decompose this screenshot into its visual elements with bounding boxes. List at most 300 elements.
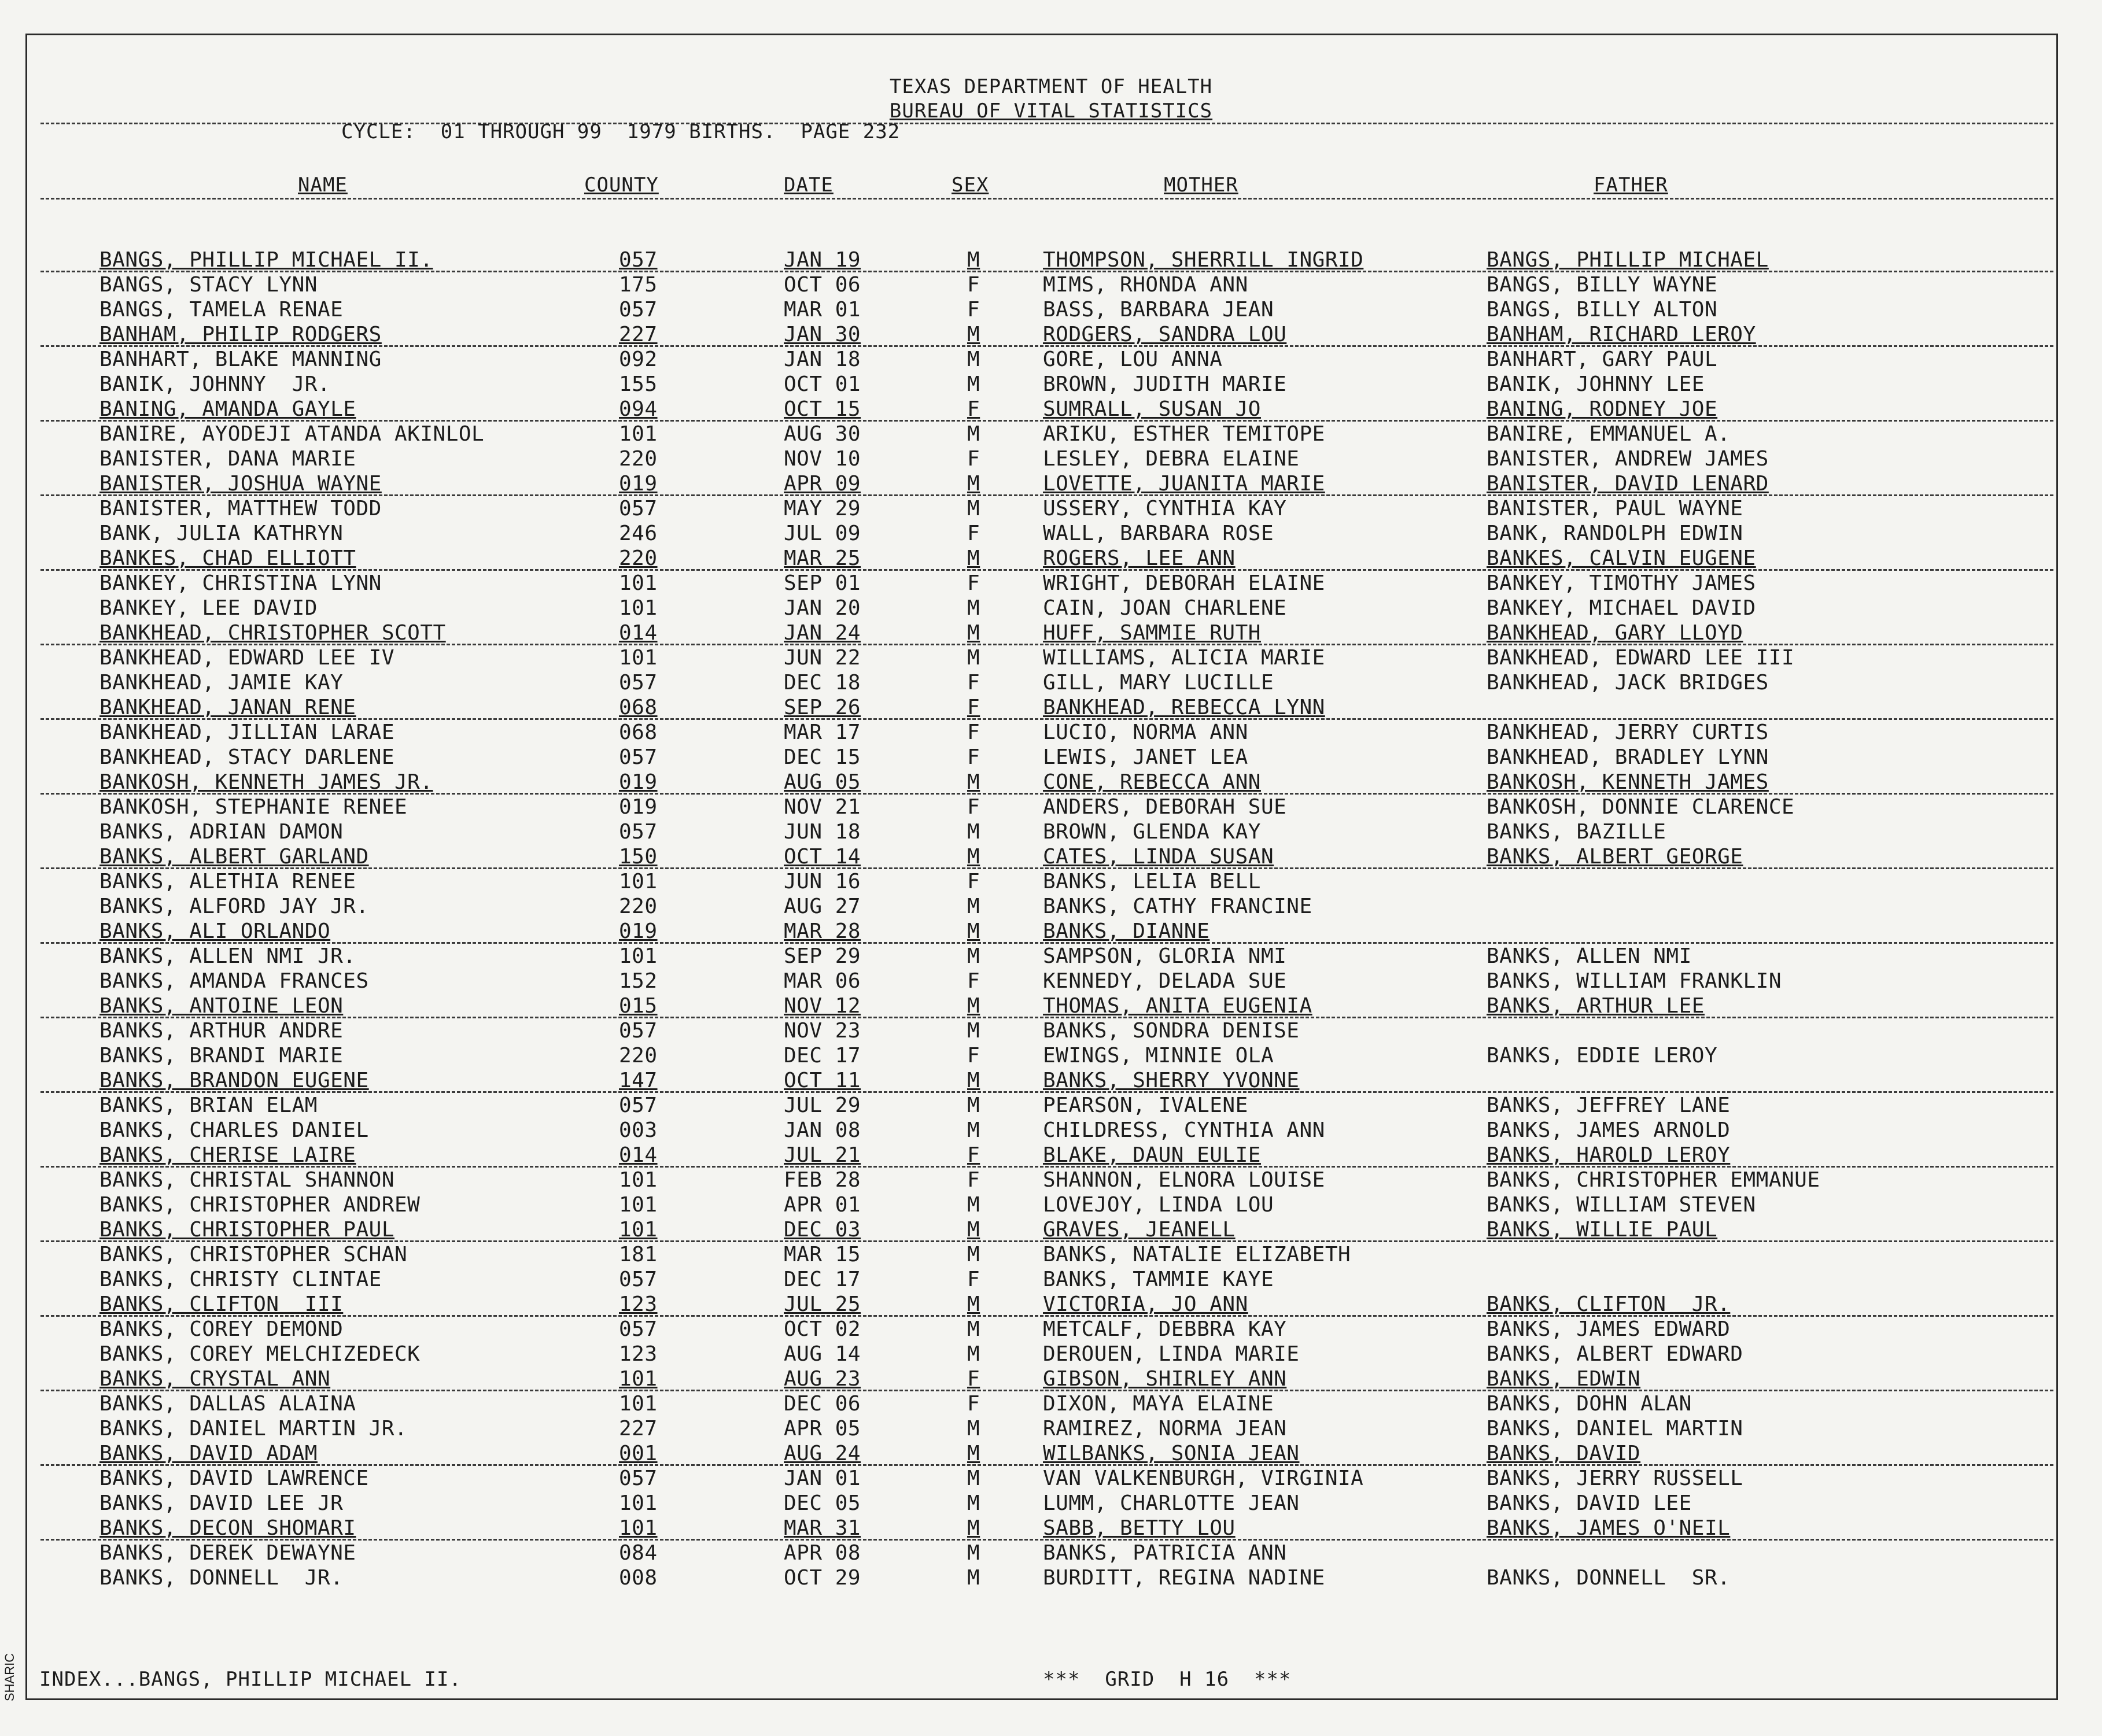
- record-row: [0, 1366, 2102, 1391]
- record-row: [0, 272, 2102, 297]
- record-mother: ANDERS, DEBORAH SUE: [1043, 795, 1287, 819]
- record-county: 101: [619, 1516, 658, 1540]
- record-mother: BANKS, DIANNE: [1043, 919, 1210, 943]
- record-date: JAN 30: [784, 323, 861, 346]
- record-mother: CHILDRESS, CYNTHIA ANN: [1043, 1118, 1325, 1142]
- record-row: [0, 1541, 2102, 1565]
- record-date: DEC 03: [784, 1218, 861, 1242]
- record-sex: M: [967, 994, 980, 1018]
- bureau-title: BUREAU OF VITAL STATISTICS: [889, 99, 1213, 123]
- record-county: 101: [619, 1392, 658, 1416]
- record-mother: GILL, MARY LUCILLE: [1043, 671, 1274, 695]
- record-sex: F: [967, 721, 980, 744]
- record-county: 220: [619, 546, 658, 570]
- record-father: BANKEY, TIMOTHY JAMES: [1487, 571, 1756, 595]
- record-county: 015: [619, 994, 658, 1018]
- record-sex: M: [967, 1417, 980, 1440]
- record-name: BANKS, ALI ORLANDO: [99, 919, 331, 943]
- record-mother: LESLEY, DEBRA ELAINE: [1043, 447, 1300, 471]
- record-sex: M: [967, 1541, 980, 1565]
- record-name: BANKS, BRANDI MARIE: [99, 1044, 344, 1068]
- record-sex: M: [967, 422, 980, 446]
- record-county: 057: [619, 497, 658, 520]
- record-row: [0, 1018, 2102, 1043]
- record-mother: BANKHEAD, REBECCA LYNN: [1043, 696, 1325, 719]
- record-name: BANKS, DONNELL JR.: [99, 1566, 344, 1590]
- record-county: 008: [619, 1566, 658, 1590]
- record-father: BANGS, BILLY ALTON: [1487, 298, 1718, 322]
- record-mother: GORE, LOU ANNA: [1043, 348, 1223, 371]
- record-date: JAN 01: [784, 1467, 861, 1490]
- record-date: JUL 25: [784, 1292, 861, 1316]
- record-sex: F: [967, 671, 980, 695]
- record-county: 150: [619, 845, 658, 869]
- record-mother: BANKS, LELIA BELL: [1043, 870, 1261, 893]
- record-date: JUN 16: [784, 870, 861, 893]
- record-sex: M: [967, 621, 980, 645]
- record-county: 019: [619, 919, 658, 943]
- record-date: JAN 24: [784, 621, 861, 645]
- record-father: BANKEY, MICHAEL DAVID: [1487, 596, 1756, 620]
- record-father: BANKS, JEFFREY LANE: [1487, 1094, 1731, 1117]
- index-footer: INDEX...BANGS, PHILLIP MICHAEL II.: [39, 1668, 462, 1691]
- record-name: BANKHEAD, JAMIE KAY: [99, 671, 344, 695]
- record-mother: BANKS, PATRICIA ANN: [1043, 1541, 1287, 1565]
- record-date: DEC 18: [784, 671, 861, 695]
- record-father: BANKS, WILLIAM FRANKLIN: [1487, 969, 1782, 993]
- record-row: [0, 819, 2102, 844]
- record-county: 057: [619, 745, 658, 769]
- record-name: BANKS, CRYSTAL ANN: [99, 1367, 331, 1391]
- record-name: BANKES, CHAD ELLIOTT: [99, 546, 356, 570]
- column-header-sex: SEX: [952, 173, 989, 197]
- record-row: [0, 422, 2102, 446]
- record-row: [0, 993, 2102, 1018]
- record-name: BANKS, COREY MELCHIZEDECK: [99, 1342, 421, 1366]
- record-county: 220: [619, 447, 658, 471]
- record-row: [0, 322, 2102, 347]
- record-county: 101: [619, 646, 658, 670]
- record-date: NOV 12: [784, 994, 861, 1018]
- record-row: [0, 546, 2102, 571]
- record-name: BANGS, TAMELA RENAE: [99, 298, 344, 322]
- record-row: [0, 1416, 2102, 1441]
- record-date: OCT 14: [784, 845, 861, 869]
- record-date: MAY 29: [784, 497, 861, 520]
- record-name: BANIRE, AYODEJI ATANDA AKINLOL: [99, 422, 485, 446]
- record-date: DEC 17: [784, 1044, 861, 1068]
- record-mother: ROGERS, LEE ANN: [1043, 546, 1236, 570]
- record-county: 101: [619, 422, 658, 446]
- record-date: NOV 10: [784, 447, 861, 471]
- record-sex: M: [967, 472, 980, 496]
- record-sex: M: [967, 1069, 980, 1092]
- record-father: BANIRE, EMMANUEL A.: [1487, 422, 1731, 446]
- record-date: AUG 14: [784, 1342, 861, 1366]
- record-row: [0, 1217, 2102, 1242]
- record-date: AUG 30: [784, 422, 861, 446]
- record-county: 019: [619, 795, 658, 819]
- record-name: BANKEY, CHRISTINA LYNN: [99, 571, 382, 595]
- record-sex: M: [967, 1442, 980, 1465]
- record-date: SEP 29: [784, 944, 861, 968]
- record-name: BANKS, CHRISTY CLINTAE: [99, 1268, 382, 1291]
- record-mother: SUMRALL, SUSAN JO: [1043, 397, 1261, 421]
- record-father: BANKHEAD, GARY LLOYD: [1487, 621, 1743, 645]
- record-mother: THOMAS, ANITA EUGENIA: [1043, 994, 1312, 1018]
- record-father: BANKS, BAZILLE: [1487, 820, 1666, 844]
- record-name: BANKS, AMANDA FRANCES: [99, 969, 369, 993]
- record-row: [0, 869, 2102, 894]
- record-county: 003: [619, 1118, 658, 1142]
- record-sex: M: [967, 1218, 980, 1242]
- record-row: [0, 571, 2102, 596]
- record-father: BANKOSH, KENNETH JAMES: [1487, 770, 1769, 794]
- record-name: BANKOSH, STEPHANIE RENEE: [99, 795, 408, 819]
- record-date: MAR 15: [784, 1243, 861, 1266]
- record-mother: RAMIREZ, NORMA JEAN: [1043, 1417, 1287, 1440]
- record-sex: M: [967, 1566, 980, 1590]
- record-name: BANING, AMANDA GAYLE: [99, 397, 356, 421]
- record-date: MAR 01: [784, 298, 861, 322]
- record-county: 155: [619, 372, 658, 396]
- record-mother: BANKS, SONDRA DENISE: [1043, 1019, 1300, 1043]
- record-county: 019: [619, 472, 658, 496]
- record-row: [0, 521, 2102, 546]
- record-mother: CAIN, JOAN CHARLENE: [1043, 596, 1287, 620]
- record-name: BANISTER, MATTHEW TODD: [99, 497, 382, 520]
- record-father: BANING, RODNEY JOE: [1487, 397, 1718, 421]
- record-sex: M: [967, 1491, 980, 1515]
- record-row: [0, 297, 2102, 322]
- record-name: BANKHEAD, STACY DARLENE: [99, 745, 394, 769]
- record-date: JUN 22: [784, 646, 861, 670]
- record-mother: SHANNON, ELNORA LOUISE: [1043, 1168, 1325, 1192]
- record-row: [0, 969, 2102, 993]
- record-county: 123: [619, 1292, 658, 1316]
- record-county: 227: [619, 323, 658, 346]
- record-sex: M: [967, 596, 980, 620]
- record-name: BANKS, DAVID LEE JR: [99, 1491, 344, 1515]
- column-header-father: FATHER: [1594, 173, 1668, 197]
- record-sex: F: [967, 1168, 980, 1192]
- record-county: 092: [619, 348, 658, 371]
- record-father: BANKS, DAVID LEE: [1487, 1491, 1692, 1515]
- record-father: BANKS, ARTHUR LEE: [1487, 994, 1705, 1018]
- record-father: BANKS, JAMES ARNOLD: [1487, 1118, 1731, 1142]
- record-county: 101: [619, 944, 658, 968]
- record-date: MAR 31: [784, 1516, 861, 1540]
- record-county: 220: [619, 895, 658, 918]
- record-mother: KENNEDY, DELADA SUE: [1043, 969, 1287, 993]
- record-name: BANKS, BRIAN ELAM: [99, 1094, 318, 1117]
- record-name: BANKS, ALETHIA RENEE: [99, 870, 356, 893]
- record-name: BANKS, ADRIAN DAMON: [99, 820, 344, 844]
- record-county: 101: [619, 1367, 658, 1391]
- record-name: BANKS, DAVID ADAM: [99, 1442, 318, 1465]
- record-mother: DEROUEN, LINDA MARIE: [1043, 1342, 1300, 1366]
- record-name: BANHAM, PHILIP RODGERS: [99, 323, 382, 346]
- record-row: [0, 1292, 2102, 1317]
- record-date: DEC 06: [784, 1392, 861, 1416]
- record-row: [0, 720, 2102, 745]
- record-row: [0, 1068, 2102, 1093]
- record-sex: M: [967, 820, 980, 844]
- record-mother: RODGERS, SANDRA LOU: [1043, 323, 1287, 346]
- record-row: [0, 372, 2102, 397]
- record-date: DEC 17: [784, 1268, 861, 1291]
- record-sex: F: [967, 571, 980, 595]
- record-name: BANHART, BLAKE MANNING: [99, 348, 382, 371]
- record-sex: F: [967, 696, 980, 719]
- record-row: [0, 695, 2102, 720]
- record-row: [0, 894, 2102, 919]
- record-sex: F: [967, 273, 980, 297]
- record-sex: F: [967, 1367, 980, 1391]
- record-row: [0, 1491, 2102, 1516]
- record-row: [0, 1143, 2102, 1168]
- record-mother: GIBSON, SHIRLEY ANN: [1043, 1367, 1287, 1391]
- record-county: 014: [619, 621, 658, 645]
- record-mother: BANKS, CATHY FRANCINE: [1043, 895, 1312, 918]
- record-date: APR 08: [784, 1541, 861, 1565]
- record-sex: M: [967, 1317, 980, 1341]
- record-father: BANKHEAD, JERRY CURTIS: [1487, 721, 1769, 744]
- record-date: OCT 01: [784, 372, 861, 396]
- record-sex: F: [967, 969, 980, 993]
- record-mother: VICTORIA, JO ANN: [1043, 1292, 1248, 1316]
- record-row: [0, 596, 2102, 620]
- record-date: OCT 06: [784, 273, 861, 297]
- record-county: 246: [619, 522, 658, 545]
- record-father: BANKHEAD, JACK BRIDGES: [1487, 671, 1769, 695]
- record-county: 057: [619, 1268, 658, 1291]
- record-date: APR 05: [784, 1417, 861, 1440]
- record-sex: M: [967, 1019, 980, 1043]
- record-county: 084: [619, 1541, 658, 1565]
- record-name: BANKS, CHRISTOPHER ANDREW: [99, 1193, 421, 1217]
- record-sex: M: [967, 497, 980, 520]
- record-county: 068: [619, 721, 658, 744]
- record-row: [0, 1093, 2102, 1118]
- record-name: BANKHEAD, JANAN RENE: [99, 696, 356, 719]
- record-name: BANKS, BRANDON EUGENE: [99, 1069, 369, 1092]
- record-mother: LOVETTE, JUANITA MARIE: [1043, 472, 1325, 496]
- record-sex: M: [967, 323, 980, 346]
- record-sex: M: [967, 1243, 980, 1266]
- record-sex: M: [967, 845, 980, 869]
- record-name: BANKS, ALBERT GARLAND: [99, 845, 369, 869]
- record-father: BANKS, HAROLD LEROY: [1487, 1143, 1731, 1167]
- record-father: BANKS, WILLIAM STEVEN: [1487, 1193, 1756, 1217]
- record-mother: VAN VALKENBURGH, VIRGINIA: [1043, 1467, 1364, 1490]
- record-father: BANKS, ALLEN NMI: [1487, 944, 1692, 968]
- record-row: [0, 1242, 2102, 1267]
- record-sex: M: [967, 895, 980, 918]
- column-header-date: DATE: [784, 173, 834, 197]
- record-county: 057: [619, 1467, 658, 1490]
- record-name: BANKEY, LEE DAVID: [99, 596, 318, 620]
- record-row: [0, 1516, 2102, 1541]
- record-mother: SAMPSON, GLORIA NMI: [1043, 944, 1287, 968]
- agency-title: TEXAS DEPARTMENT OF HEALTH: [889, 75, 1213, 98]
- record-name: BANKS, COREY DEMOND: [99, 1317, 344, 1341]
- cycle-line: CYCLE: 01 THROUGH 99 1979 BIRTHS. PAGE 232: [341, 120, 901, 143]
- record-name: BANKS, CHERISE LAIRE: [99, 1143, 356, 1167]
- record-name: BANKS, DAVID LAWRENCE: [99, 1467, 369, 1490]
- record-name: BANKS, ANTOINE LEON: [99, 994, 344, 1018]
- record-county: 101: [619, 1193, 658, 1217]
- record-date: JUL 29: [784, 1094, 861, 1117]
- record-sex: F: [967, 522, 980, 545]
- record-mother: BANKS, TAMMIE KAYE: [1043, 1268, 1274, 1291]
- grid-footer: *** GRID H 16 ***: [1043, 1668, 1292, 1691]
- record-sex: F: [967, 447, 980, 471]
- record-county: 057: [619, 298, 658, 322]
- record-sex: M: [967, 770, 980, 794]
- record-mother: BROWN, JUDITH MARIE: [1043, 372, 1287, 396]
- record-sex: M: [967, 1516, 980, 1540]
- record-row: [0, 1391, 2102, 1416]
- record-father: BANISTER, DAVID LENARD: [1487, 472, 1769, 496]
- record-row: [0, 1565, 2102, 1590]
- record-date: JAN 18: [784, 348, 861, 371]
- record-mother: LUCIO, NORMA ANN: [1043, 721, 1248, 744]
- record-sex: F: [967, 1392, 980, 1416]
- record-sex: M: [967, 919, 980, 943]
- record-mother: DIXON, MAYA ELAINE: [1043, 1392, 1274, 1416]
- record-father: BANKS, CHRISTOPHER EMMANUE: [1487, 1168, 1820, 1192]
- record-father: BANKS, ALBERT GEORGE: [1487, 845, 1743, 869]
- record-mother: EWINGS, MINNIE OLA: [1043, 1044, 1274, 1068]
- record-row: [0, 844, 2102, 869]
- record-date: OCT 15: [784, 397, 861, 421]
- record-row: [0, 944, 2102, 969]
- record-father: BANKS, JERRY RUSSELL: [1487, 1467, 1743, 1490]
- record-sex: F: [967, 397, 980, 421]
- record-county: 123: [619, 1342, 658, 1366]
- record-row: [0, 1441, 2102, 1466]
- record-date: MAR 25: [784, 546, 861, 570]
- record-county: 094: [619, 397, 658, 421]
- record-mother: HUFF, SAMMIE RUTH: [1043, 621, 1261, 645]
- record-row: [0, 446, 2102, 471]
- record-row: [0, 1267, 2102, 1292]
- record-row: [0, 795, 2102, 819]
- record-row: [0, 1342, 2102, 1366]
- record-name: BANKS, ALLEN NMI JR.: [99, 944, 356, 968]
- record-father: BANKS, DONNELL SR.: [1487, 1566, 1731, 1590]
- record-father: BANKHEAD, BRADLEY LYNN: [1487, 745, 1769, 769]
- record-date: FEB 28: [784, 1168, 861, 1192]
- record-county: 101: [619, 870, 658, 893]
- record-mother: WILBANKS, SONIA JEAN: [1043, 1442, 1300, 1465]
- record-name: BANKS, CHRISTOPHER SCHAN: [99, 1243, 408, 1266]
- record-name: BANISTER, JOSHUA WAYNE: [99, 472, 382, 496]
- record-row: [0, 770, 2102, 795]
- record-sex: F: [967, 745, 980, 769]
- record-mother: BANKS, SHERRY YVONNE: [1043, 1069, 1300, 1092]
- record-name: BANKS, DEREK DEWAYNE: [99, 1541, 356, 1565]
- record-name: BANKS, ARTHUR ANDRE: [99, 1019, 344, 1043]
- record-mother: LEWIS, JANET LEA: [1043, 745, 1248, 769]
- record-sex: M: [967, 348, 980, 371]
- record-name: BANISTER, DANA MARIE: [99, 447, 356, 471]
- record-date: SEP 26: [784, 696, 861, 719]
- record-father: BANKES, CALVIN EUGENE: [1487, 546, 1756, 570]
- record-sex: M: [967, 546, 980, 570]
- record-father: BANHART, GARY PAUL: [1487, 348, 1718, 371]
- record-row: [0, 347, 2102, 372]
- record-date: NOV 21: [784, 795, 861, 819]
- record-sex: M: [967, 1467, 980, 1490]
- record-date: OCT 02: [784, 1317, 861, 1341]
- record-date: SEP 01: [784, 571, 861, 595]
- record-mother: MIMS, RHONDA ANN: [1043, 273, 1248, 297]
- record-name: BANKS, CHRISTAL SHANNON: [99, 1168, 394, 1192]
- record-mother: BLAKE, DAUN EULIE: [1043, 1143, 1261, 1167]
- record-father: BANKS, DOHN ALAN: [1487, 1392, 1692, 1416]
- record-name: BANKHEAD, CHRISTOPHER SCOTT: [99, 621, 446, 645]
- record-mother: CONE, REBECCA ANN: [1043, 770, 1261, 794]
- record-county: 152: [619, 969, 658, 993]
- record-county: 101: [619, 596, 658, 620]
- record-mother: ARIKU, ESTHER TEMITOPE: [1043, 422, 1325, 446]
- record-sex: M: [967, 1118, 980, 1142]
- record-date: JUL 09: [784, 522, 861, 545]
- record-row: [0, 645, 2102, 670]
- record-sex: F: [967, 1044, 980, 1068]
- record-mother: GRAVES, JEANELL: [1043, 1218, 1236, 1242]
- record-mother: METCALF, DEBBRA KAY: [1043, 1317, 1287, 1341]
- record-mother: USSERY, CYNTHIA KAY: [1043, 497, 1287, 520]
- record-date: DEC 15: [784, 745, 861, 769]
- record-name: BANKS, CHRISTOPHER PAUL: [99, 1218, 394, 1242]
- record-father: BANKHEAD, EDWARD LEE III: [1487, 646, 1795, 670]
- record-county: 101: [619, 1491, 658, 1515]
- record-name: BANIK, JOHNNY JR.: [99, 372, 331, 396]
- record-row: [0, 397, 2102, 422]
- record-county: 014: [619, 1143, 658, 1167]
- record-name: BANKS, DECON SHOMARI: [99, 1516, 356, 1540]
- record-father: BANKOSH, DONNIE CLARENCE: [1487, 795, 1795, 819]
- record-name: BANKS, ALFORD JAY JR.: [99, 895, 369, 918]
- record-mother: WRIGHT, DEBORAH ELAINE: [1043, 571, 1325, 595]
- record-name: BANKOSH, KENNETH JAMES JR.: [99, 770, 433, 794]
- record-mother: SABB, BETTY LOU: [1043, 1516, 1236, 1540]
- record-row: [0, 745, 2102, 770]
- record-father: BANIK, JOHNNY LEE: [1487, 372, 1705, 396]
- record-county: 019: [619, 770, 658, 794]
- record-mother: CATES, LINDA SUSAN: [1043, 845, 1274, 869]
- record-date: JUL 21: [784, 1143, 861, 1167]
- record-father: BANKS, JAMES O'NEIL: [1487, 1516, 1731, 1540]
- column-header-mother: MOTHER: [1164, 173, 1238, 197]
- record-county: 057: [619, 1094, 658, 1117]
- record-row: [0, 1168, 2102, 1192]
- record-mother: LUMM, CHARLOTTE JEAN: [1043, 1491, 1300, 1515]
- record-father: BANK, RANDOLPH EDWIN: [1487, 522, 1743, 545]
- record-sex: F: [967, 795, 980, 819]
- record-sex: M: [967, 944, 980, 968]
- record-date: AUG 05: [784, 770, 861, 794]
- record-father: BANKS, CLIFTON JR.: [1487, 1292, 1731, 1316]
- record-row: [0, 1118, 2102, 1143]
- record-mother: THOMPSON, SHERRILL INGRID: [1043, 248, 1364, 272]
- record-name: BANGS, PHILLIP MICHAEL II.: [99, 248, 433, 272]
- record-name: BANKS, DANIEL MARTIN JR.: [99, 1417, 408, 1440]
- record-date: AUG 27: [784, 895, 861, 918]
